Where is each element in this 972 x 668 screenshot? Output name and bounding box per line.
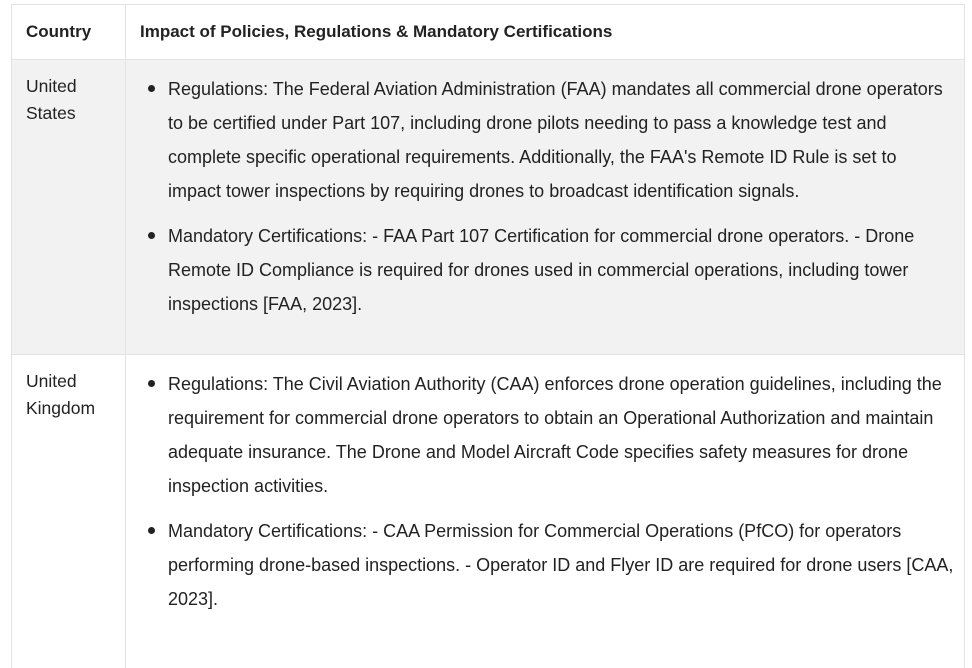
list-item (168, 72, 954, 208)
list-item-text: Mandatory Certifications: - CAA Permission for Commercial Operations (PfCO) for operators performing drone-based inspections. - Operator ID and Flyer ID are required for drone users [CAA, 2023]. (168, 521, 953, 609)
policy-table (11, 4, 965, 668)
bullet-icon (148, 527, 155, 534)
list-item (168, 367, 954, 503)
impact-list (126, 72, 954, 321)
impact-cell (126, 60, 965, 355)
country-cell: United States (12, 60, 126, 355)
list-item-text: Regulations: The Civil Aviation Authority (CAA) enforces drone operation guidelines, including the requirement for commercial drone operators to obtain an Operational Authorization and maintain adequate insurance. The Drone and Model Aircraft Code specifies safety measures for drone inspection activities. (168, 374, 942, 496)
list-item-text: Mandatory Certifications: - FAA Part 107 Certification for commercial drone operators. - Drone Remote ID Compliance is required for drones used in commercial operations, including tower inspections [FAA, 2023]. (168, 226, 914, 314)
list-item (168, 514, 954, 616)
impact-cell (126, 355, 965, 668)
table-header-row (12, 5, 965, 60)
header-impact: Impact of Policies, Regulations & Mandatory Certifications (126, 5, 965, 60)
table-row (12, 60, 965, 355)
bullet-icon (148, 232, 155, 239)
bullet-icon (148, 85, 155, 92)
list-item (168, 219, 954, 321)
impact-list (126, 367, 954, 616)
table-row (12, 355, 965, 668)
list-item-text: Regulations: The Federal Aviation Administration (FAA) mandates all commercial drone operators to be certified under Part 107, including drone pilots needing to pass a knowledge test and complete specific operational requirements. Additionally, the FAA's Remote ID Rule is set to impact tower inspections by requiring drones to broadcast identification signals. (168, 79, 943, 201)
bullet-icon (148, 380, 155, 387)
country-cell: United Kingdom (12, 355, 126, 668)
header-country: Country (12, 5, 126, 60)
policy-table-container (11, 4, 964, 668)
